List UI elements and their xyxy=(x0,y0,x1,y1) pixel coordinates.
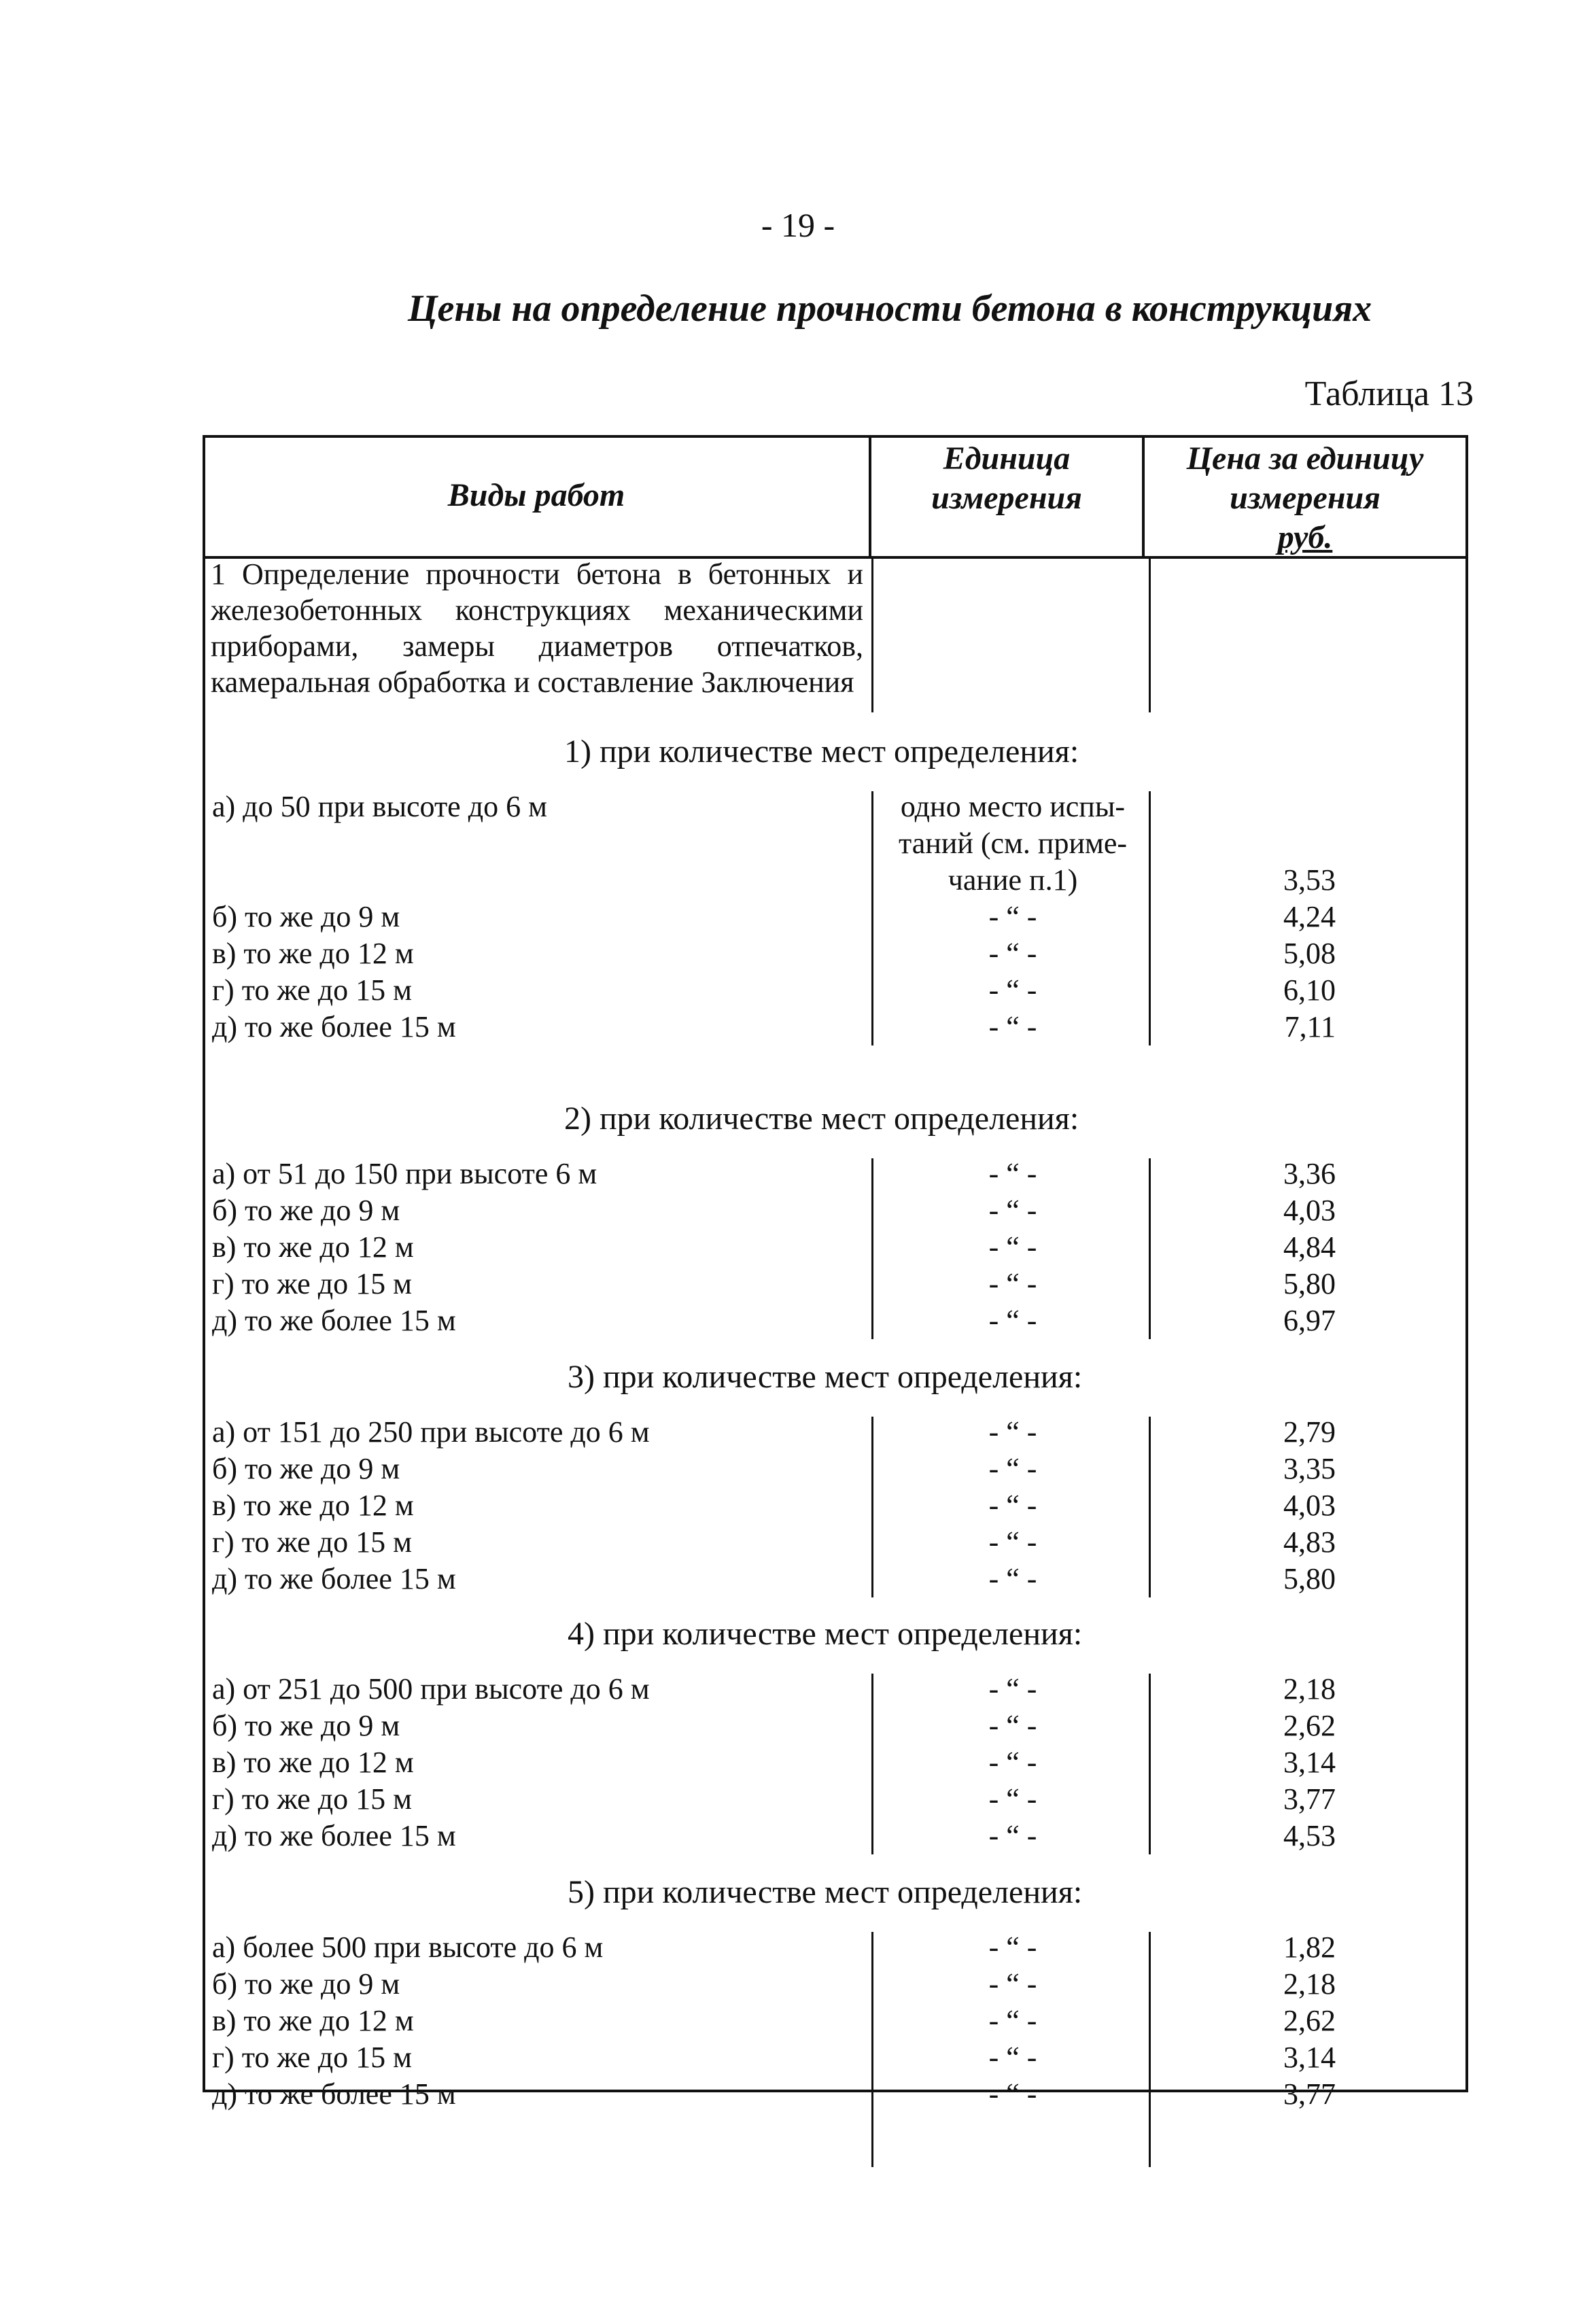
table-row-price: 4,83 xyxy=(1283,1525,1336,1559)
table-row-unit: - “ - xyxy=(988,2077,1037,2111)
header-work-types: Виды работ xyxy=(447,477,625,513)
table-row-price: 1,82 xyxy=(1283,1931,1336,1964)
column-divider xyxy=(1149,1674,1151,1854)
group-title: 1) при количестве мест определения: xyxy=(564,733,1079,769)
table-row-unit: - “ - xyxy=(988,1415,1037,1449)
table-row-price: 3,35 xyxy=(1283,1452,1336,1485)
table-row-label: а) от 251 до 500 при высоте до 6 м xyxy=(212,1672,650,1706)
header-unit-line-1: Единица xyxy=(943,440,1071,477)
column-divider xyxy=(1149,1932,1151,2167)
table-row-unit: - “ - xyxy=(988,937,1037,970)
table-row-label: а) более 500 при высоте до 6 м xyxy=(212,1931,604,1964)
table-row-unit: - “ - xyxy=(988,1010,1037,1043)
header-price-line-2: измерения xyxy=(1230,480,1381,516)
table-row-label: б) то же до 9 м xyxy=(212,1194,400,1227)
table-row-unit: одно место испы- xyxy=(900,790,1126,823)
table-row-unit: - “ - xyxy=(988,1819,1037,1852)
table-row-unit: таний (см. приме- xyxy=(898,827,1128,860)
table-row-price: 5,80 xyxy=(1283,1562,1336,1595)
page-number: - 19 - xyxy=(761,206,835,244)
table-row-price: 5,08 xyxy=(1283,937,1336,970)
table-row-price: 2,18 xyxy=(1283,1967,1336,2001)
table-row-label: б) то же до 9 м xyxy=(212,1452,400,1485)
table-row-unit: - “ - xyxy=(988,1230,1037,1264)
intro-description: 1 Определение прочности бетона в бетонных и железобетонных конструкциях механическими приборами, замеры диаметров отпечатков, камеральная обработка и составление Заключения xyxy=(211,557,863,699)
table-row-price: 2,62 xyxy=(1283,2004,1336,2037)
table-row-label: в) то же до 12 м xyxy=(212,1746,414,1779)
table-row-label: а) от 51 до 150 при высоте 6 м xyxy=(212,1157,597,1190)
table-row-unit: чание п.1) xyxy=(948,863,1078,897)
group-title: 3) при количестве мест определения: xyxy=(568,1359,1083,1395)
table-row-unit: - “ - xyxy=(988,1562,1037,1595)
table-row-price: 5,80 xyxy=(1283,1267,1336,1300)
table-row-price: 6,97 xyxy=(1283,1304,1336,1337)
table-row-unit: - “ - xyxy=(988,1452,1037,1485)
column-divider xyxy=(871,1932,873,2167)
intro-column-divider-1 xyxy=(871,557,873,712)
table-row-price: 4,03 xyxy=(1283,1489,1336,1522)
table-row-label: д) то же более 15 м xyxy=(212,1010,456,1043)
column-divider xyxy=(1149,1417,1151,1597)
table-row-label: а) до 50 при высоте до 6 м xyxy=(212,790,547,823)
table-label: Таблица 13 xyxy=(1304,375,1474,413)
table-row-unit: - “ - xyxy=(988,900,1037,933)
table-row-label: г) то же до 15 м xyxy=(212,1782,412,1816)
table-row-price: 2,79 xyxy=(1283,1415,1336,1449)
table-row-price: 3,36 xyxy=(1283,1157,1336,1190)
group-title: 4) при количестве мест определения: xyxy=(568,1616,1083,1652)
header-price-line-1: Цена за единицу xyxy=(1186,440,1424,477)
table-row-unit: - “ - xyxy=(988,2004,1037,2037)
table-row-label: б) то же до 9 м xyxy=(212,900,400,933)
table-row-price: 4,84 xyxy=(1283,1230,1336,1264)
table-row-label: г) то же до 15 м xyxy=(212,1525,412,1559)
table-row-unit: - “ - xyxy=(988,1525,1037,1559)
group-title: 2) при количестве мест определения: xyxy=(564,1101,1079,1137)
table-row-unit: - “ - xyxy=(988,2041,1037,2074)
table-row-price: 4,53 xyxy=(1283,1819,1336,1852)
table-row-price: 3,77 xyxy=(1283,1782,1336,1816)
table-row-label: б) то же до 9 м xyxy=(212,1709,400,1742)
table-row-price: 3,14 xyxy=(1283,2041,1336,2074)
table-row-unit: - “ - xyxy=(988,1304,1037,1337)
table-row-price: 2,62 xyxy=(1283,1709,1336,1742)
table-row-label: в) то же до 12 м xyxy=(212,1230,414,1264)
table-row-unit: - “ - xyxy=(988,1931,1037,1964)
column-divider xyxy=(871,1417,873,1597)
table-row-price: 3,53 xyxy=(1283,863,1336,897)
table-row-unit: - “ - xyxy=(988,1782,1037,1816)
table-row-price: 3,14 xyxy=(1283,1746,1336,1779)
table-row-unit: - “ - xyxy=(988,1709,1037,1742)
table-row-price: 7,11 xyxy=(1284,1010,1336,1043)
column-divider xyxy=(1149,791,1151,1045)
table-row-label: а) от 151 до 250 при высоте до 6 м xyxy=(212,1415,650,1449)
table-row-label: д) то же более 15 м xyxy=(212,1562,456,1595)
table-row-label: д) то же более 15 м xyxy=(212,1304,456,1337)
table-row-label: г) то же до 15 м xyxy=(212,973,412,1007)
document-title: Цены на определение прочности бетона в конструкциях xyxy=(408,288,1372,330)
header-unit-line-2: измерения xyxy=(931,480,1082,516)
table-row-label: в) то же до 12 м xyxy=(212,1489,414,1522)
header-price xyxy=(1145,439,1465,557)
column-divider xyxy=(871,791,873,1045)
table-row-unit: - “ - xyxy=(988,1194,1037,1227)
table-row-price: 6,10 xyxy=(1283,973,1336,1007)
table-row-unit: - “ - xyxy=(988,1267,1037,1300)
table-row-price: 4,24 xyxy=(1283,900,1336,933)
table-row-unit: - “ - xyxy=(988,973,1037,1007)
group-title: 5) при количестве мест определения: xyxy=(568,1874,1083,1910)
intro-column-divider-2 xyxy=(1149,557,1151,712)
table-row-label: в) то же до 12 м xyxy=(212,937,414,970)
table-row-label: г) то же до 15 м xyxy=(212,1267,412,1300)
table-row-price: 4,03 xyxy=(1283,1194,1336,1227)
header-price-line-3: руб. xyxy=(1277,519,1333,555)
header-unit xyxy=(871,439,1142,518)
table-row-unit: - “ - xyxy=(988,1967,1037,2001)
table-row-label: г) то же до 15 м xyxy=(212,2041,412,2074)
column-divider xyxy=(1149,1158,1151,1339)
table-row-price: 3,77 xyxy=(1283,2077,1336,2111)
table-row-label: д) то же более 15 м xyxy=(212,1819,456,1852)
table-row-label: в) то же до 12 м xyxy=(212,2004,414,2037)
table-row-unit: - “ - xyxy=(988,1746,1037,1779)
table-row-price: 2,18 xyxy=(1283,1672,1336,1706)
table-row-unit: - “ - xyxy=(988,1672,1037,1706)
table-row-unit: - “ - xyxy=(988,1489,1037,1522)
column-divider xyxy=(871,1674,873,1854)
table-row-label: б) то же до 9 м xyxy=(212,1967,400,2001)
table-row-label: д) то же более 15 м xyxy=(212,2077,456,2111)
table-row-unit: - “ - xyxy=(988,1157,1037,1190)
column-divider xyxy=(871,1158,873,1339)
